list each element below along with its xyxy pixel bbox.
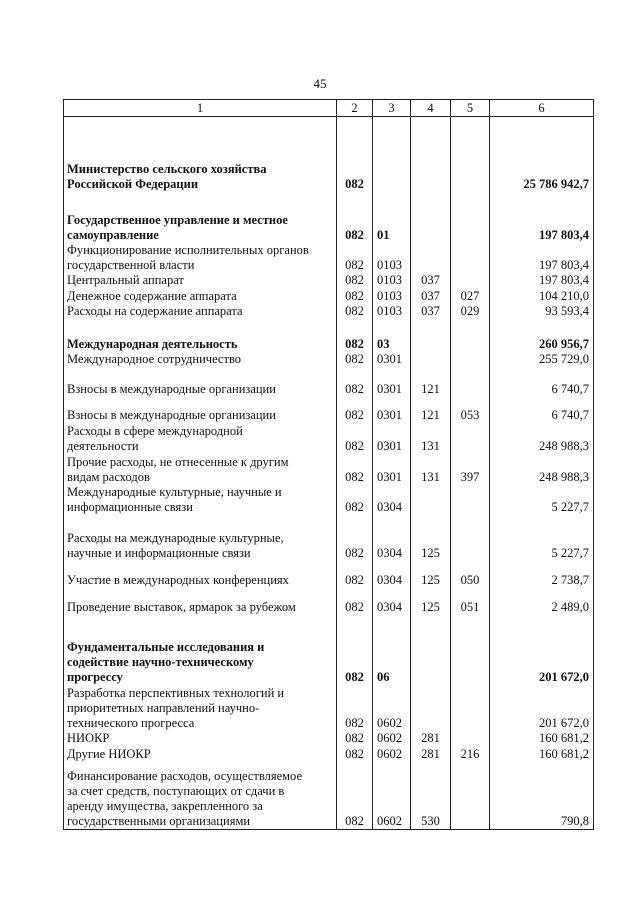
row-section-code: 082 xyxy=(337,485,373,515)
table-row xyxy=(64,304,594,319)
row-expense-code xyxy=(451,117,490,133)
table-row xyxy=(64,243,594,273)
row-expense-code xyxy=(451,615,490,685)
row-name: Взносы в международные организации xyxy=(64,367,337,397)
row-section-code: 082 xyxy=(337,304,373,319)
row-subsection-code: 06 xyxy=(373,615,411,685)
row-target-code: 121 xyxy=(411,367,451,397)
table-row xyxy=(64,588,594,615)
row-target-code: 281 xyxy=(411,746,451,762)
row-name: Функционирование исполнительных органов государственной власти xyxy=(64,243,337,273)
row-name: Фундаментальные исследования и содействие научно-техническому прогрессу xyxy=(64,615,337,685)
row-name: Расходы на международные культурные, научные и информационные связи xyxy=(64,515,337,561)
row-target-code xyxy=(411,685,451,731)
row-amount: 5 227,7 xyxy=(490,485,594,515)
row-target-code: 530 xyxy=(411,762,451,830)
row-subsection-code: 0304 xyxy=(373,588,411,615)
table-row xyxy=(64,397,594,423)
row-section-code: 082 xyxy=(337,746,373,762)
row-amount: 2 489,0 xyxy=(490,588,594,615)
row-target-code: 037 xyxy=(411,304,451,319)
row-amount: 6 740,7 xyxy=(490,367,594,397)
row-subsection-code: 0304 xyxy=(373,485,411,515)
row-expense-code xyxy=(451,273,490,288)
row-target-code: 125 xyxy=(411,515,451,561)
row-expense-code: 027 xyxy=(451,288,490,304)
row-section-code: 082 xyxy=(337,367,373,397)
row-section-code: 082 xyxy=(337,288,373,304)
row-subsection-code: 01 xyxy=(373,192,411,243)
row-amount: 201 672,0 xyxy=(490,685,594,731)
row-subsection-code: 0103 xyxy=(373,273,411,288)
row-amount: 248 988,3 xyxy=(490,423,594,454)
row-target-code: 121 xyxy=(411,397,451,423)
row-expense-code xyxy=(451,762,490,830)
table-row xyxy=(64,731,594,746)
row-name: Разработка перспективных технологий и приоритетных направлений научно- технического прогресса xyxy=(64,685,337,731)
page-number: 45 xyxy=(313,76,327,91)
table-row xyxy=(64,454,594,485)
row-target-code xyxy=(411,352,451,367)
table-row xyxy=(64,133,594,192)
row-expense-code xyxy=(451,319,490,352)
row-target-code: 037 xyxy=(411,273,451,288)
row-expense-code xyxy=(451,133,490,192)
header-col-1: 1 xyxy=(64,100,337,117)
row-section-code: 082 xyxy=(337,515,373,561)
row-amount xyxy=(490,117,594,133)
row-target-code: 037 xyxy=(411,288,451,304)
row-section-code: 082 xyxy=(337,731,373,746)
row-target-code xyxy=(411,615,451,685)
header-row xyxy=(64,100,594,117)
table-row xyxy=(64,485,594,515)
header-col-3: 3 xyxy=(373,100,411,117)
header-col-5: 5 xyxy=(451,100,490,117)
table-row xyxy=(64,273,594,288)
row-section-code: 082 xyxy=(337,762,373,830)
row-subsection-code: 0103 xyxy=(373,304,411,319)
row-section-code: 082 xyxy=(337,423,373,454)
row-subsection-code: 03 xyxy=(373,319,411,352)
row-name: Финансирование расходов, осуществляемое за счет средств, поступающих от сдачи в аренду имущества, закрепленного за государственными организациями xyxy=(64,762,337,830)
row-subsection-code: 0301 xyxy=(373,454,411,485)
row-expense-code xyxy=(451,243,490,273)
row-amount: 160 681,2 xyxy=(490,746,594,762)
row-subsection-code: 0304 xyxy=(373,515,411,561)
row-section-code: 082 xyxy=(337,397,373,423)
row-section-code: 082 xyxy=(337,133,373,192)
row-target-code xyxy=(411,133,451,192)
table-row xyxy=(64,319,594,352)
row-expense-code xyxy=(451,367,490,397)
table-row xyxy=(64,423,594,454)
row-amount: 25 786 942,7 xyxy=(490,133,594,192)
row-expense-code: 050 xyxy=(451,561,490,588)
row-target-code xyxy=(411,243,451,273)
table-row xyxy=(64,288,594,304)
row-name: Расходы в сфере международной деятельности xyxy=(64,423,337,454)
row-amount: 197 803,4 xyxy=(490,243,594,273)
row-amount: 201 672,0 xyxy=(490,615,594,685)
row-expense-code xyxy=(451,485,490,515)
table-row xyxy=(64,352,594,367)
header-col-2: 2 xyxy=(337,100,373,117)
row-subsection-code: 0304 xyxy=(373,561,411,588)
row-section-code: 082 xyxy=(337,243,373,273)
row-amount: 197 803,4 xyxy=(490,273,594,288)
row-expense-code xyxy=(451,192,490,243)
row-amount: 93 593,4 xyxy=(490,304,594,319)
row-name: Центральный аппарат xyxy=(64,273,337,288)
row-name: Международное сотрудничество xyxy=(64,352,337,367)
row-target-code: 131 xyxy=(411,423,451,454)
row-amount: 104 210,0 xyxy=(490,288,594,304)
row-name xyxy=(64,117,337,133)
row-target-code xyxy=(411,485,451,515)
row-name: Участие в международных конференциях xyxy=(64,561,337,588)
row-section-code xyxy=(337,117,373,133)
row-name: Взносы в международные организации xyxy=(64,397,337,423)
row-amount: 6 740,7 xyxy=(490,397,594,423)
row-subsection-code: 0301 xyxy=(373,397,411,423)
table-row xyxy=(64,367,594,397)
row-section-code: 082 xyxy=(337,319,373,352)
row-subsection-code: 0301 xyxy=(373,367,411,397)
row-name: Прочие расходы, не отнесенные к другим видам расходов xyxy=(64,454,337,485)
table-row xyxy=(64,515,594,561)
row-name: Другие НИОКР xyxy=(64,746,337,762)
budget-table xyxy=(63,99,594,830)
row-name: Министерство сельского хозяйства Российской Федерации xyxy=(64,133,337,192)
row-expense-code: 053 xyxy=(451,397,490,423)
row-expense-code xyxy=(451,352,490,367)
row-subsection-code xyxy=(373,117,411,133)
row-section-code: 082 xyxy=(337,454,373,485)
row-subsection-code: 0301 xyxy=(373,423,411,454)
header-col-4: 4 xyxy=(411,100,451,117)
row-expense-code xyxy=(451,731,490,746)
row-section-code: 082 xyxy=(337,561,373,588)
row-amount: 790,8 xyxy=(490,762,594,830)
row-name: Проведение выставок, ярмарок за рубежом xyxy=(64,588,337,615)
row-section-code: 082 xyxy=(337,685,373,731)
table-row xyxy=(64,615,594,685)
row-section-code: 082 xyxy=(337,352,373,367)
row-expense-code xyxy=(451,423,490,454)
row-name: Международная деятельность xyxy=(64,319,337,352)
table-body xyxy=(64,117,594,830)
row-amount: 5 227,7 xyxy=(490,515,594,561)
row-name: Расходы на содержание аппарата xyxy=(64,304,337,319)
table-row xyxy=(64,192,594,243)
row-amount: 248 988,3 xyxy=(490,454,594,485)
row-subsection-code: 0602 xyxy=(373,731,411,746)
row-amount: 197 803,4 xyxy=(490,192,594,243)
header-col-6: 6 xyxy=(490,100,594,117)
row-expense-code: 029 xyxy=(451,304,490,319)
row-expense-code: 051 xyxy=(451,588,490,615)
row-amount: 260 956,7 xyxy=(490,319,594,352)
row-section-code: 082 xyxy=(337,615,373,685)
row-subsection-code: 0103 xyxy=(373,243,411,273)
row-expense-code: 216 xyxy=(451,746,490,762)
row-section-code: 082 xyxy=(337,273,373,288)
row-amount: 160 681,2 xyxy=(490,731,594,746)
table-header xyxy=(64,100,594,117)
row-target-code xyxy=(411,117,451,133)
row-target-code xyxy=(411,192,451,243)
row-name: НИОКР xyxy=(64,731,337,746)
row-subsection-code: 0602 xyxy=(373,685,411,731)
row-subsection-code: 0602 xyxy=(373,762,411,830)
row-target-code: 131 xyxy=(411,454,451,485)
table-row xyxy=(64,746,594,762)
row-subsection-code: 0103 xyxy=(373,288,411,304)
table-row xyxy=(64,762,594,830)
row-expense-code xyxy=(451,685,490,731)
row-subsection-code: 0602 xyxy=(373,746,411,762)
row-target-code: 281 xyxy=(411,731,451,746)
row-target-code xyxy=(411,319,451,352)
row-section-code: 082 xyxy=(337,192,373,243)
row-subsection-code: 0301 xyxy=(373,352,411,367)
row-expense-code: 397 xyxy=(451,454,490,485)
row-amount: 255 729,0 xyxy=(490,352,594,367)
row-target-code: 125 xyxy=(411,588,451,615)
row-name: Государственное управление и местное самоуправление xyxy=(64,192,337,243)
row-expense-code xyxy=(451,515,490,561)
row-target-code: 125 xyxy=(411,561,451,588)
table-row xyxy=(64,561,594,588)
row-name: Денежное содержание аппарата xyxy=(64,288,337,304)
row-name: Международные культурные, научные и информационные связи xyxy=(64,485,337,515)
row-subsection-code xyxy=(373,133,411,192)
table-row xyxy=(64,117,594,133)
table-row xyxy=(64,685,594,731)
row-section-code: 082 xyxy=(337,588,373,615)
row-amount: 2 738,7 xyxy=(490,561,594,588)
